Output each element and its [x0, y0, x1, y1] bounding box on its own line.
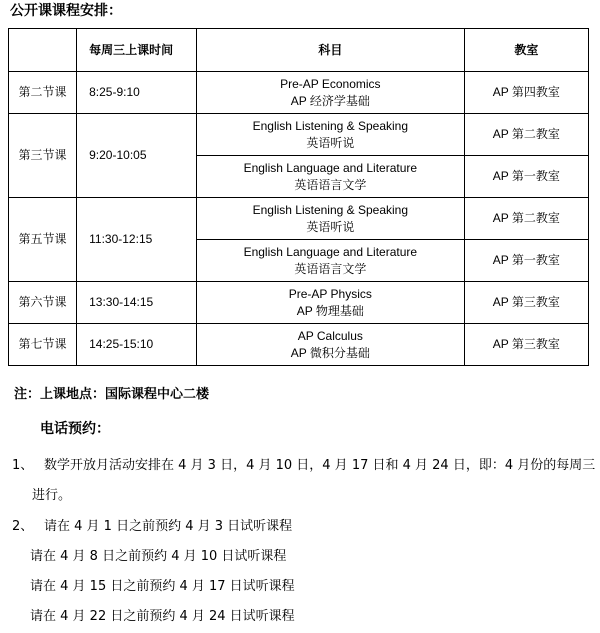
- period-cell: 第七节课: [9, 324, 77, 366]
- subject-cn: 英语语言文学: [294, 177, 367, 192]
- table-row: [9, 114, 589, 156]
- subject-cell: [196, 114, 464, 156]
- time-cell: 14:25-15:10: [77, 324, 197, 366]
- booking-line: 请在 4 月 8 日之前预约 4 月 10 日试听课程: [30, 549, 287, 564]
- subject-en: Pre-AP Physics: [288, 286, 372, 301]
- header-period: [9, 29, 77, 72]
- room-cell: AP 第二教室: [464, 198, 588, 240]
- room-cell: AP 第二教室: [464, 114, 588, 156]
- subject-cell: [196, 282, 464, 324]
- table-header-row: [9, 29, 589, 72]
- list-item-continuation: 进行。: [32, 488, 72, 503]
- room-cell: AP 第一教室: [464, 156, 588, 198]
- phone-booking-heading: 电话预约：: [40, 421, 110, 437]
- item-number: 2、: [12, 519, 34, 534]
- table-row: [9, 198, 589, 240]
- booking-line: 请在 4 月 22 日之前预约 4 月 24 日试听课程: [30, 609, 295, 624]
- table-row: [9, 72, 589, 114]
- subject-cn: 英语语言文学: [294, 261, 367, 276]
- period-cell: 第六节课: [9, 282, 77, 324]
- header-time: 每周三上课时间: [77, 29, 197, 72]
- item-number: 1、: [12, 458, 34, 473]
- subject-cell: [196, 240, 464, 282]
- schedule-table: [8, 28, 589, 366]
- subject-en: English Listening & Speaking: [252, 202, 409, 217]
- subject-cell: [196, 72, 464, 114]
- subject-cn: AP 经济学基础: [290, 93, 370, 108]
- subject-cn: 英语听说: [306, 219, 355, 234]
- room-cell: AP 第三教室: [464, 282, 588, 324]
- room-cell: AP 第一教室: [464, 240, 588, 282]
- time-cell: 13:30-14:15: [77, 282, 197, 324]
- subject-en: English Language and Literature: [243, 244, 418, 259]
- subject-cell: [196, 324, 464, 366]
- time-cell: 8:25-9:10: [77, 72, 197, 114]
- time-cell: 9:20-10:05: [77, 114, 197, 198]
- table-row: [9, 282, 589, 324]
- table-row: [9, 324, 589, 366]
- subject-cn: AP 物理基础: [296, 303, 364, 318]
- subject-en: Pre-AP Economics: [280, 76, 381, 91]
- header-subject: 科目: [196, 29, 464, 72]
- subject-cn: 英语听说: [306, 135, 355, 150]
- time-cell: 11:30-12:15: [77, 198, 197, 282]
- subject-cell: [196, 198, 464, 240]
- subject-en: AP Calculus: [297, 328, 363, 343]
- subject-en: English Language and Literature: [243, 160, 418, 175]
- location-note: 注：上课地点：国际课程中心二楼: [14, 387, 210, 402]
- room-cell: AP 第三教室: [464, 324, 588, 366]
- room-cell: AP 第四教室: [464, 72, 588, 114]
- header-room: 教室: [464, 29, 588, 72]
- subject-en: English Listening & Speaking: [252, 118, 409, 133]
- period-cell: 第五节课: [9, 198, 77, 282]
- item-text: 数学开放月活动安排在 4 月 3 日，4 月 10 日，4 月 17 日和 4 月 24 日，即：4 月份的每周三: [44, 458, 596, 473]
- period-cell: 第三节课: [9, 114, 77, 198]
- booking-line: 请在 4 月 15 日之前预约 4 月 17 日试听课程: [30, 579, 295, 594]
- subject-cn: AP 微积分基础: [290, 345, 370, 360]
- list-item: [12, 454, 595, 473]
- period-cell: 第二节课: [9, 72, 77, 114]
- subject-cell: [196, 156, 464, 198]
- item-text: 请在 4 月 1 日之前预约 4 月 3 日试听课程: [44, 519, 293, 534]
- page-title: 公开课课程安排：: [10, 3, 122, 19]
- list-item: [12, 515, 292, 534]
